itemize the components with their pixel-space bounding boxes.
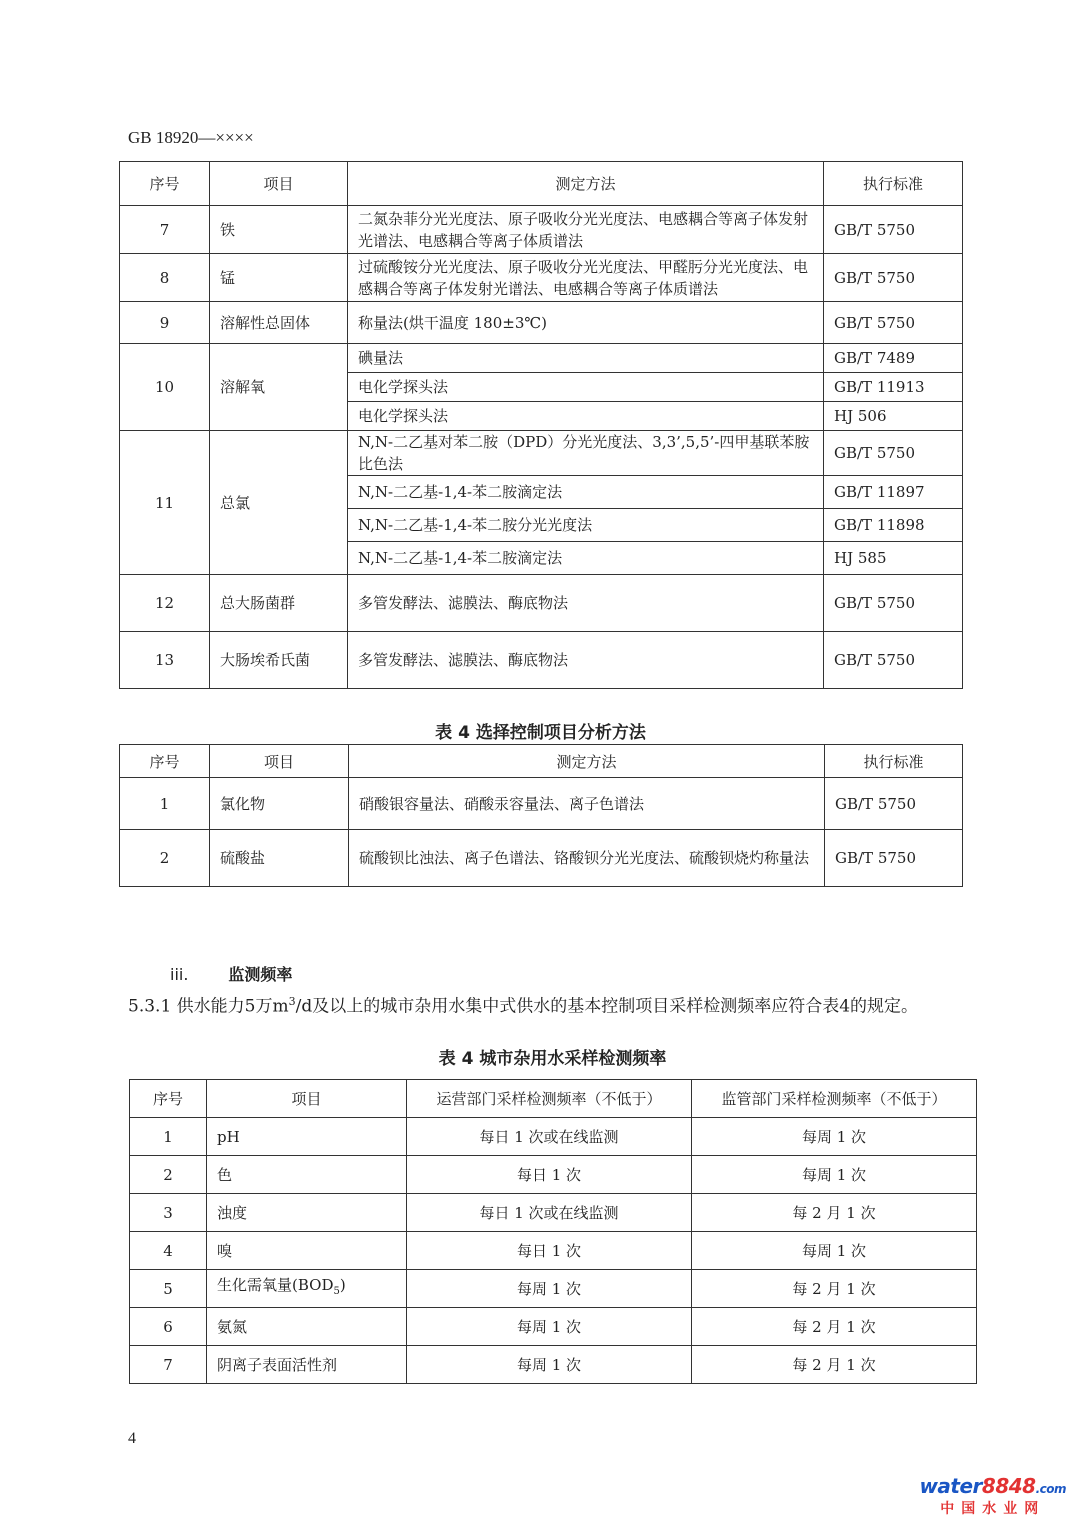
- col-header-item: 项目: [207, 1080, 407, 1118]
- page-number: 4: [128, 1430, 136, 1447]
- row-item: 总氯: [210, 431, 348, 575]
- table-row: [120, 206, 963, 254]
- row-standard: GB/T 11898: [824, 509, 963, 542]
- item-text: 生化需氧量(BOD: [217, 1276, 334, 1294]
- row-no: 10: [120, 344, 210, 431]
- row-no: 11: [120, 431, 210, 575]
- row-supervisor-frequency: 每 2 月 1 次: [692, 1308, 977, 1346]
- row-item: 色: [207, 1156, 407, 1194]
- sampling-frequency-table: [129, 1079, 977, 1384]
- row-method: 电化学探头法: [348, 402, 824, 431]
- row-item: 氯化物: [210, 778, 349, 830]
- row-item: 总大肠菌群: [210, 575, 348, 632]
- row-method: 称量法(烘干温度 180±3℃): [348, 302, 824, 344]
- table-row: [120, 431, 963, 476]
- row-no: 12: [120, 575, 210, 632]
- row-standard: GB/T 5750: [824, 254, 963, 302]
- row-method: 多管发酵法、滤膜法、酶底物法: [348, 575, 824, 632]
- row-no: 2: [130, 1156, 207, 1194]
- row-method: 二氮杂菲分光光度法、原子吸收分光光度法、电感耦合等离子体发射光谱法、电感耦合等离子体质谱法: [348, 206, 824, 254]
- selective-items-table: [119, 744, 963, 887]
- table-header-row: [130, 1080, 977, 1118]
- row-method: 碘量法: [348, 344, 824, 373]
- row-no: 7: [130, 1346, 207, 1384]
- row-no: 1: [120, 778, 210, 830]
- row-no: 4: [130, 1232, 207, 1270]
- row-no: 1: [130, 1118, 207, 1156]
- row-supervisor-frequency: 每 2 月 1 次: [692, 1346, 977, 1384]
- row-standard: GB/T 11913: [824, 373, 963, 402]
- row-no: 3: [130, 1194, 207, 1232]
- row-method: 过硫酸铵分光光度法、原子吸收分光光度法、甲醛肟分光光度法、电感耦合等离子体发射光谱法、电感耦合等离子体质谱法: [348, 254, 824, 302]
- table-row: [120, 575, 963, 632]
- brand-number: 8848: [981, 1474, 1036, 1498]
- row-method: N,N-二乙基-1,4-苯二胺滴定法: [348, 476, 824, 509]
- col-header-supervisor-frequency: 监管部门采样检测频率（不低于）: [692, 1080, 977, 1118]
- row-no: 6: [130, 1308, 207, 1346]
- col-header-no: 序号: [120, 745, 210, 778]
- col-header-method: 测定方法: [348, 162, 824, 206]
- table-row: [130, 1308, 977, 1346]
- row-method: 硝酸银容量法、硝酸汞容量法、离子色谱法: [349, 778, 825, 830]
- row-item: 阴离子表面活性剂: [207, 1346, 407, 1384]
- table-header-row: [120, 745, 963, 778]
- row-operator-frequency: 每日 1 次: [407, 1232, 692, 1270]
- row-item: 锰: [210, 254, 348, 302]
- paragraph-5-3-1: [128, 988, 988, 1021]
- analysis-methods-table: [119, 161, 963, 689]
- paragraph-text: 5.3.1 供水能力5万m: [128, 996, 289, 1017]
- row-method: N,N-二乙基-1,4-苯二胺分光光度法: [348, 509, 824, 542]
- row-operator-frequency: 每日 1 次或在线监测: [407, 1118, 692, 1156]
- watermark-cn: 中国水业网: [940, 1501, 1046, 1517]
- row-standard: GB/T 5750: [824, 431, 963, 476]
- row-item: 大肠埃希氏菌: [210, 632, 348, 689]
- row-supervisor-frequency: 每周 1 次: [692, 1156, 977, 1194]
- row-supervisor-frequency: 每 2 月 1 次: [692, 1194, 977, 1232]
- table-row: [120, 344, 963, 373]
- row-standard: GB/T 5750: [825, 778, 963, 830]
- row-method: 硫酸钡比浊法、离子色谱法、铬酸钡分光光度法、硫酸钡烧灼称量法: [349, 830, 825, 887]
- row-item: [207, 1270, 407, 1308]
- row-supervisor-frequency: 每周 1 次: [692, 1232, 977, 1270]
- row-no: 7: [120, 206, 210, 254]
- brand-domain: .com: [1035, 1482, 1066, 1496]
- table-caption: 表 4 选择控制项目分析方法: [435, 723, 646, 743]
- row-supervisor-frequency: 每周 1 次: [692, 1118, 977, 1156]
- watermark-logo: [919, 1474, 1066, 1518]
- table-row: [130, 1270, 977, 1308]
- row-no: 13: [120, 632, 210, 689]
- row-standard: GB/T 5750: [824, 302, 963, 344]
- table-row: [130, 1156, 977, 1194]
- col-header-method: 测定方法: [349, 745, 825, 778]
- row-item: 嗅: [207, 1232, 407, 1270]
- col-header-item: 项目: [210, 745, 349, 778]
- row-method: 电化学探头法: [348, 373, 824, 402]
- section-heading: [170, 962, 292, 985]
- table-row: [120, 302, 963, 344]
- document-code: GB 18920—××××: [128, 128, 254, 147]
- row-supervisor-frequency: 每 2 月 1 次: [692, 1270, 977, 1308]
- table-row: [120, 632, 963, 689]
- table-row: [130, 1232, 977, 1270]
- row-operator-frequency: 每周 1 次: [407, 1308, 692, 1346]
- col-header-standard: 执行标准: [825, 745, 963, 778]
- row-standard: GB/T 5750: [824, 206, 963, 254]
- row-standard: GB/T 11897: [824, 476, 963, 509]
- row-no: 5: [130, 1270, 207, 1308]
- row-item: 铁: [210, 206, 348, 254]
- table-row: [130, 1118, 977, 1156]
- section-title: 监测频率: [228, 965, 293, 984]
- row-standard: HJ 506: [824, 402, 963, 431]
- subscript: 5: [333, 1286, 340, 1297]
- row-item: 氨氮: [207, 1308, 407, 1346]
- col-header-no: 序号: [130, 1080, 207, 1118]
- table-row: [120, 778, 963, 830]
- row-item: pH: [207, 1118, 407, 1156]
- table-row: [130, 1346, 977, 1384]
- table-row: [120, 830, 963, 887]
- col-header-item: 项目: [210, 162, 348, 206]
- row-operator-frequency: 每日 1 次: [407, 1156, 692, 1194]
- row-method: 多管发酵法、滤膜法、酶底物法: [348, 632, 824, 689]
- row-standard: GB/T 5750: [824, 575, 963, 632]
- table-row: [130, 1194, 977, 1232]
- col-header-operator-frequency: 运营部门采样检测频率（不低于）: [407, 1080, 692, 1118]
- superscript: 3: [288, 995, 296, 1008]
- row-no: 8: [120, 254, 210, 302]
- item-text: ): [339, 1276, 346, 1294]
- section-number: iii.: [170, 965, 189, 984]
- watermark-brand: [919, 1474, 1066, 1498]
- paragraph-text: /d及以上的城市杂用水集中式供水的基本控制项目采样检测频率应符合表4的规定。: [295, 996, 919, 1017]
- table-header-row: [120, 162, 963, 206]
- col-header-standard: 执行标准: [824, 162, 963, 206]
- table-row: [120, 254, 963, 302]
- row-item: 浊度: [207, 1194, 407, 1232]
- table-caption: 表 4 城市杂用水采样检测频率: [438, 1049, 667, 1069]
- brand-text: water: [919, 1474, 982, 1498]
- row-standard: GB/T 5750: [824, 632, 963, 689]
- row-standard: GB/T 7489: [824, 344, 963, 373]
- row-no: 2: [120, 830, 210, 887]
- row-item: 硫酸盐: [210, 830, 349, 887]
- row-operator-frequency: 每日 1 次或在线监测: [407, 1194, 692, 1232]
- row-standard: GB/T 5750: [825, 830, 963, 887]
- row-no: 9: [120, 302, 210, 344]
- row-item: 溶解氧: [210, 344, 348, 431]
- row-item: 溶解性总固体: [210, 302, 348, 344]
- row-standard: HJ 585: [824, 542, 963, 575]
- row-method: N,N-二乙基-1,4-苯二胺滴定法: [348, 542, 824, 575]
- row-operator-frequency: 每周 1 次: [407, 1270, 692, 1308]
- row-method: N,N-二乙基对苯二胺（DPD）分光光度法、3,3’,5,5’-四甲基联苯胺比色法: [348, 431, 824, 476]
- col-header-no: 序号: [120, 162, 210, 206]
- row-operator-frequency: 每周 1 次: [407, 1346, 692, 1384]
